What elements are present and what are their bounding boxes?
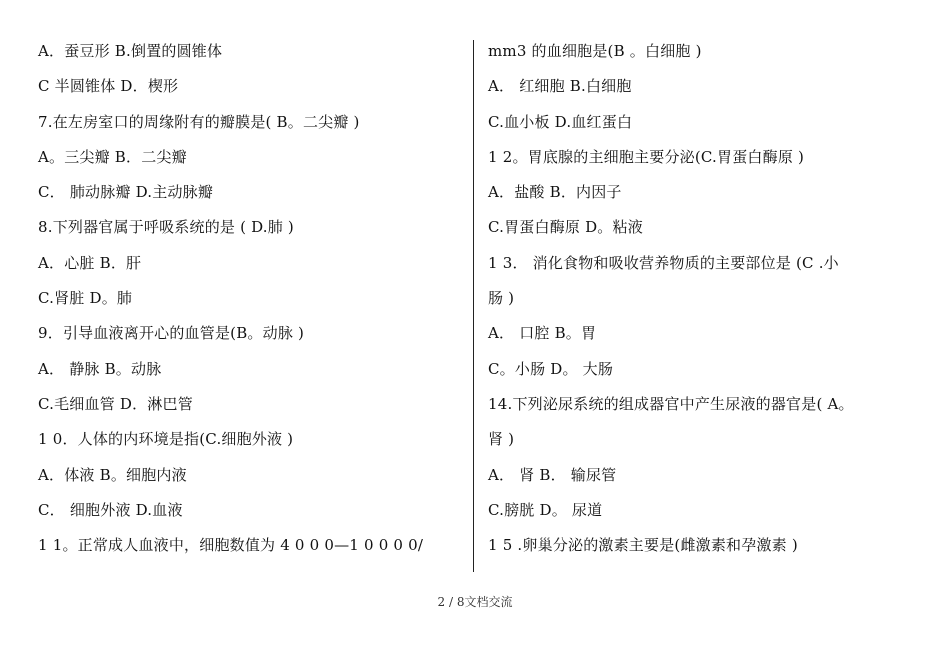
text-line: 1 1。正常成人血液中，细胞数值为 4 0 0 0—1 0 0 0 0/	[38, 536, 424, 555]
left-column	[38, 34, 468, 563]
text-line: C 半圆锥体 D．楔形	[38, 77, 179, 96]
text-line: A．盐酸 B．内因子	[488, 183, 622, 202]
text-line: C.毛细血管 D．淋巴管	[38, 394, 193, 413]
text-line: A． 口腔 B。胃	[488, 324, 597, 343]
text-line: A．体液 B。细胞内液	[38, 465, 187, 484]
column-divider	[473, 40, 474, 572]
text-line: 肠 )	[488, 289, 515, 308]
text-line: C.膀胱 D。 尿道	[488, 500, 603, 519]
text-line: 8.下列器官属于呼吸系统的是 ( D.肺 )	[38, 218, 294, 237]
text-line: A． 静脉 B。动脉	[38, 359, 162, 378]
text-line: 1 5 .卵巢分泌的激素主要是(雌激素和孕激素 )	[488, 536, 798, 555]
text-line: C.肾脏 D。肺	[38, 289, 133, 308]
text-line: A．蚕豆形 B.倒置的圆锥体	[38, 42, 223, 60]
text-line: A．心脏 B．肝	[38, 253, 142, 272]
text-line: C.血小板 D.血红蛋白	[488, 112, 633, 131]
text-line: A． 红细胞 B.白细胞	[488, 77, 632, 96]
text-line: A。三尖瓣 B．二尖瓣	[38, 147, 187, 166]
text-line: 肾 )	[488, 430, 515, 449]
text-line: 1 0．人体的内环境是指(C.细胞外液 )	[38, 430, 294, 449]
text-line: C． 细胞外液 D.血液	[38, 500, 183, 519]
text-line: 1 2。胃底腺的主细胞主要分泌(C.胃蛋白酶原 )	[488, 147, 805, 166]
text-line: C． 肺动脉瓣 D.主动脉瓣	[38, 183, 214, 202]
text-line: A． 肾 B． 输尿管	[488, 465, 617, 484]
text-line: mm3 的血细胞是(B 。白细胞 )	[488, 42, 702, 60]
page-footer: 2 / 8文档交流	[437, 595, 513, 609]
text-line: 9．引导血液离开心的血管是(B。动脉 )	[38, 324, 305, 343]
right-column	[488, 34, 908, 563]
text-line: C。小肠 D。 大肠	[488, 359, 614, 378]
text-line: 1 3． 消化食物和吸收营养物质的主要部位是 (C .小	[488, 253, 839, 272]
text-line: 7.在左房室口的周缘附有的瓣膜是( B。二尖瓣 )	[38, 112, 360, 131]
text-line: C.胃蛋白酶原 D。粘液	[488, 218, 643, 237]
text-line: 14.下列泌尿系统的组成器官中产生尿液的器官是( A。	[488, 394, 854, 413]
